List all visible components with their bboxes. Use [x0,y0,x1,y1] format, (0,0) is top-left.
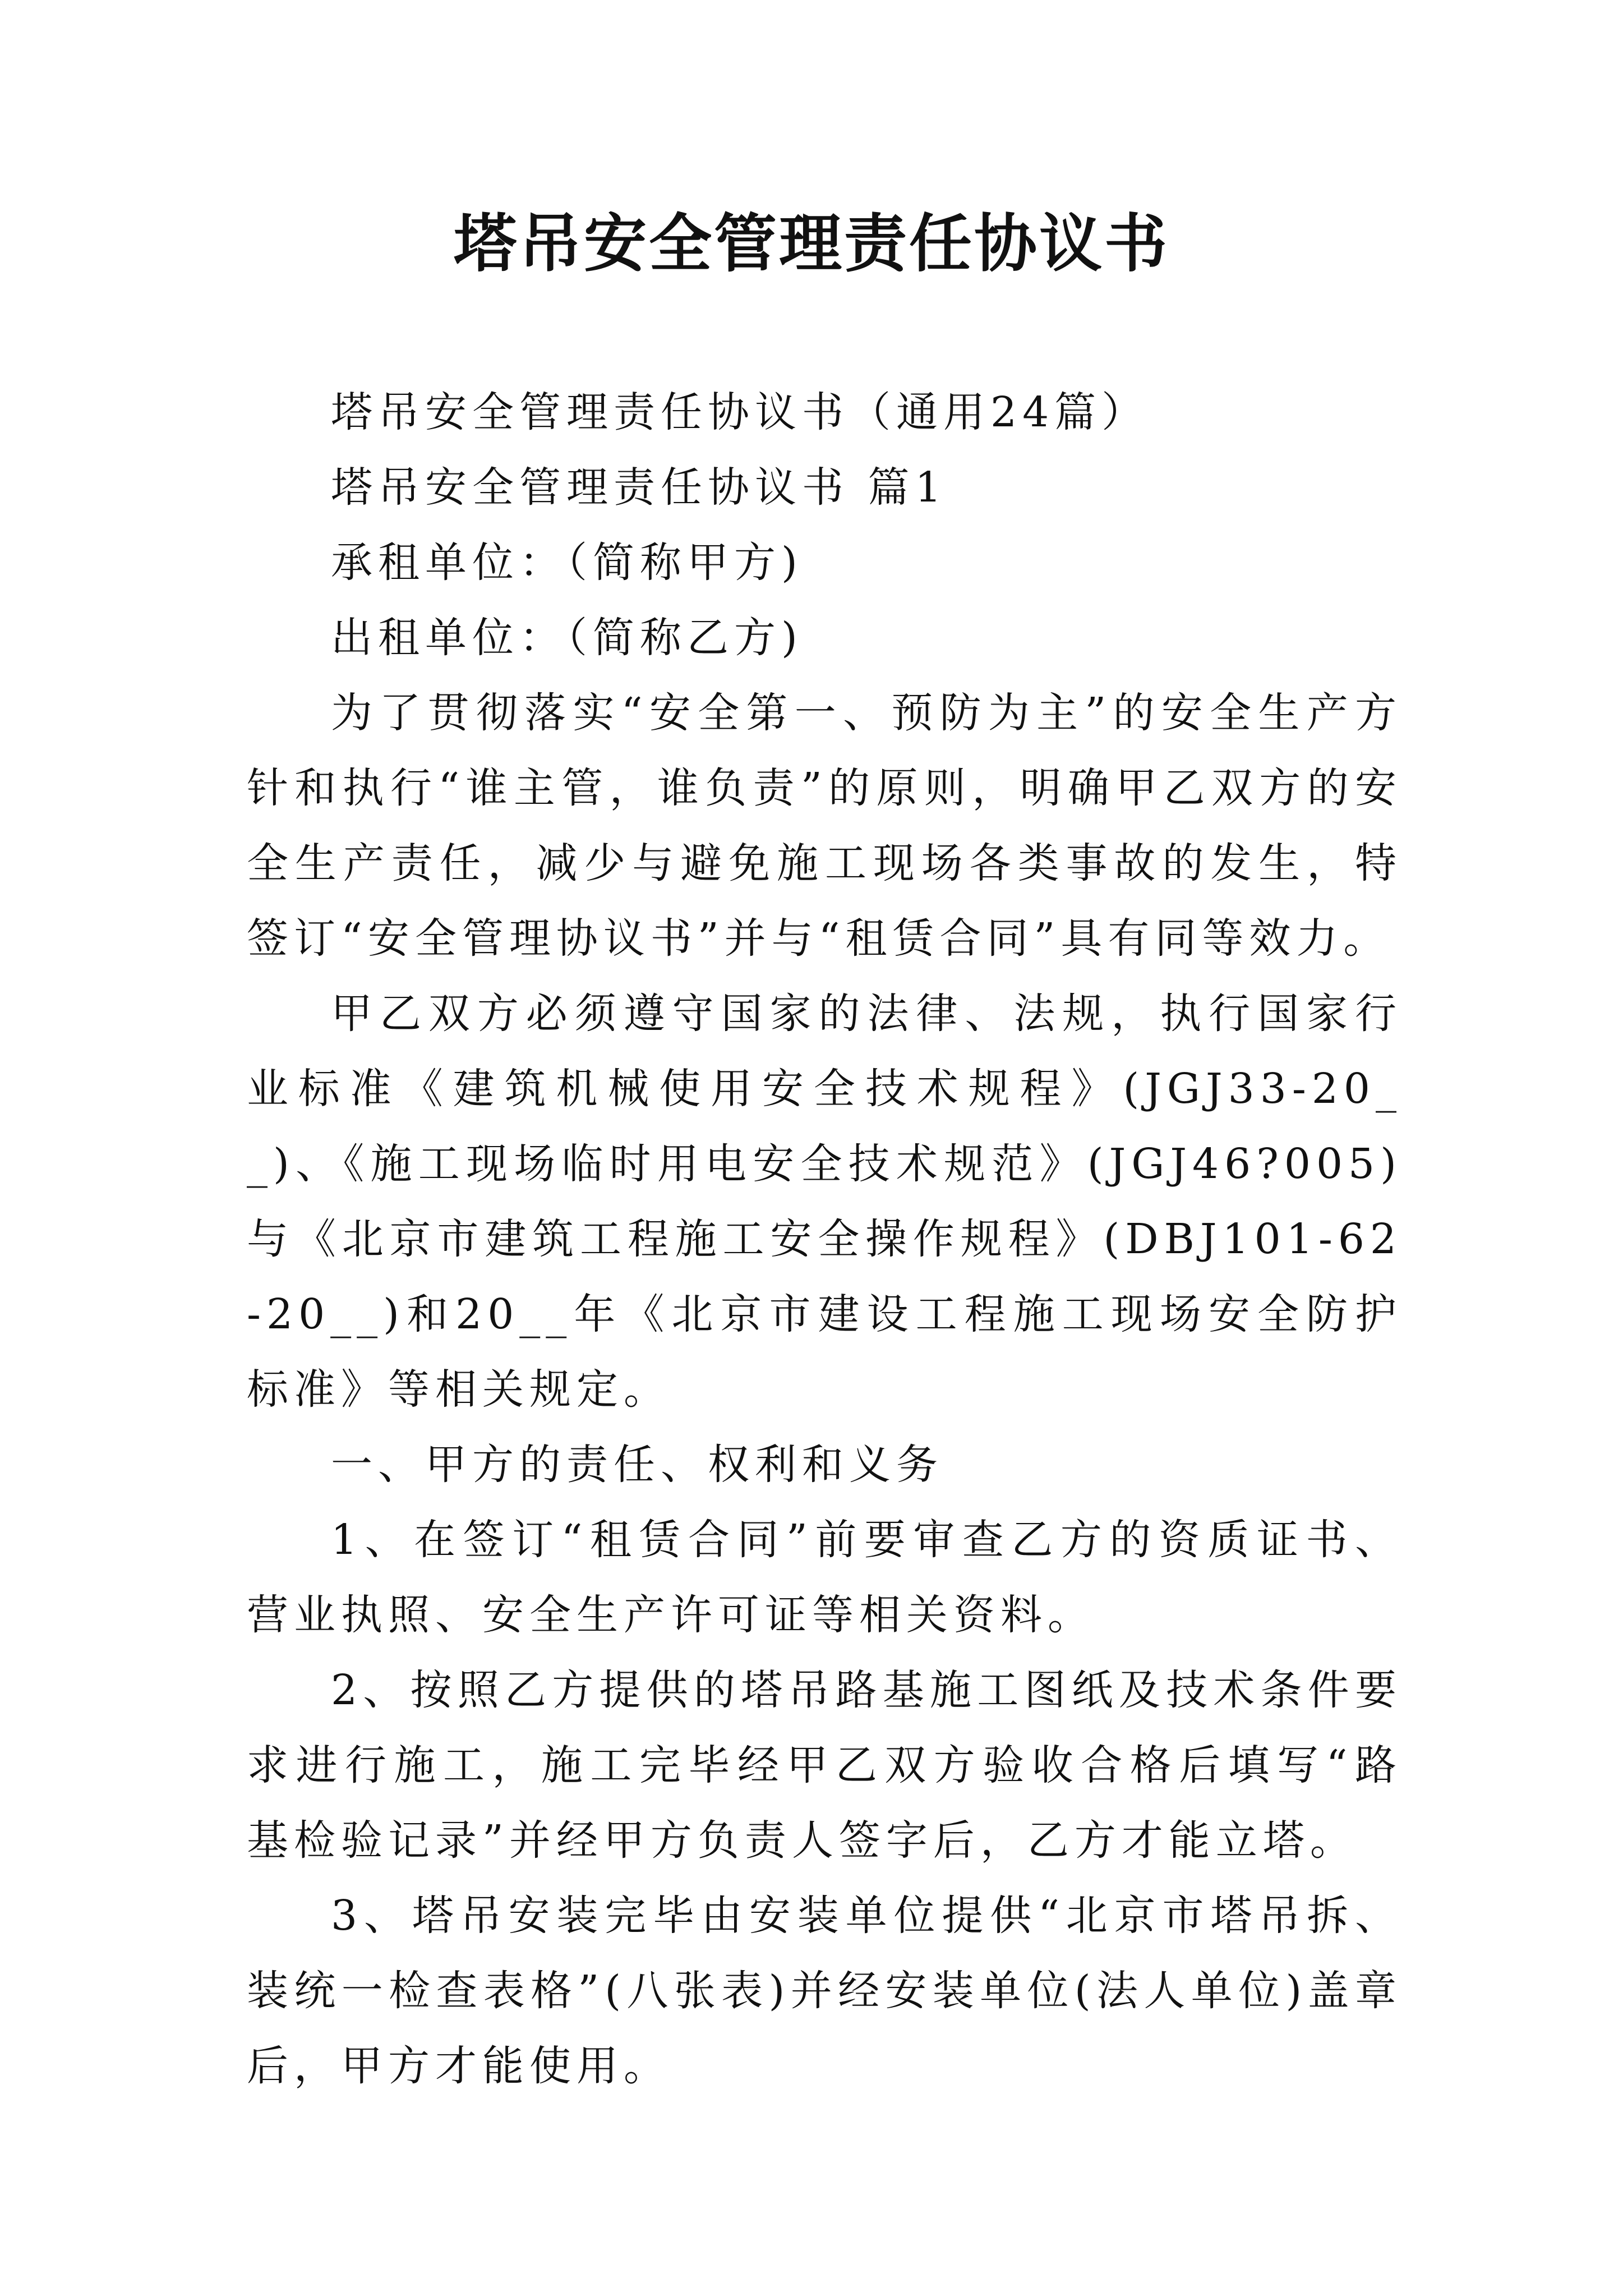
paragraph-section-heading: 塔吊安全管理责任协议书 篇1 [331,463,947,512]
paragraph-regulations: 甲乙双方必须遵守国家的法律、法规，执行国家行业标准《建筑机械使用安全技术规程》(JGJ33-20__)、《施工现场临时用电安全技术规范》(JGJ46?005)与《北京市建筑工程施工安全操作规程》(DBJ101-62-20__)和20__年《北京市建设工程施工现场安全防护标准》等相关规定。 [247,990,1402,1414]
paragraph-purpose: 为了贯彻落实“安全第一、预防为主”的安全生产方针和执行“谁主管，谁负责”的原则，明确甲乙双方的安全生产责任，减少与避免施工现场各类事故的发生，特签订“安全管理协议书”并与“租赁合同”具有同等效力。 [247,689,1402,963]
paragraph-clause-1: 1、在签订“租赁合同”前要审查乙方的资质证书、营业执照、安全生产许可证等相关资料。 [247,1516,1402,1639]
document-body [247,375,1402,2104]
paragraph-clause-2: 2、按照乙方提供的塔吊路基施工图纸及技术条件要求进行施工，施工完毕经甲乙双方验收合格后填写“路基检验记录”并经甲方负责人签字后，乙方才能立塔。 [247,1666,1402,1865]
paragraph-lessee: 承租单位：（简称甲方) [331,539,803,587]
paragraph-party-a-heading: 一、甲方的责任、权利和义务 [331,1441,943,1489]
paragraph-subtitle: 塔吊安全管理责任协议书（通用24篇） [331,388,1149,436]
paragraph-lessor: 出租单位：（简称乙方) [331,614,803,662]
paragraph-clause-3: 3、塔吊安装完毕由安装单位提供“北京市塔吊拆、装统一检查表格”(八张表)并经安装单位(法人单位)盖章后，甲方才能使用。 [247,1892,1402,2090]
document-title: 塔吊安全管理责任协议书 [454,207,1169,280]
